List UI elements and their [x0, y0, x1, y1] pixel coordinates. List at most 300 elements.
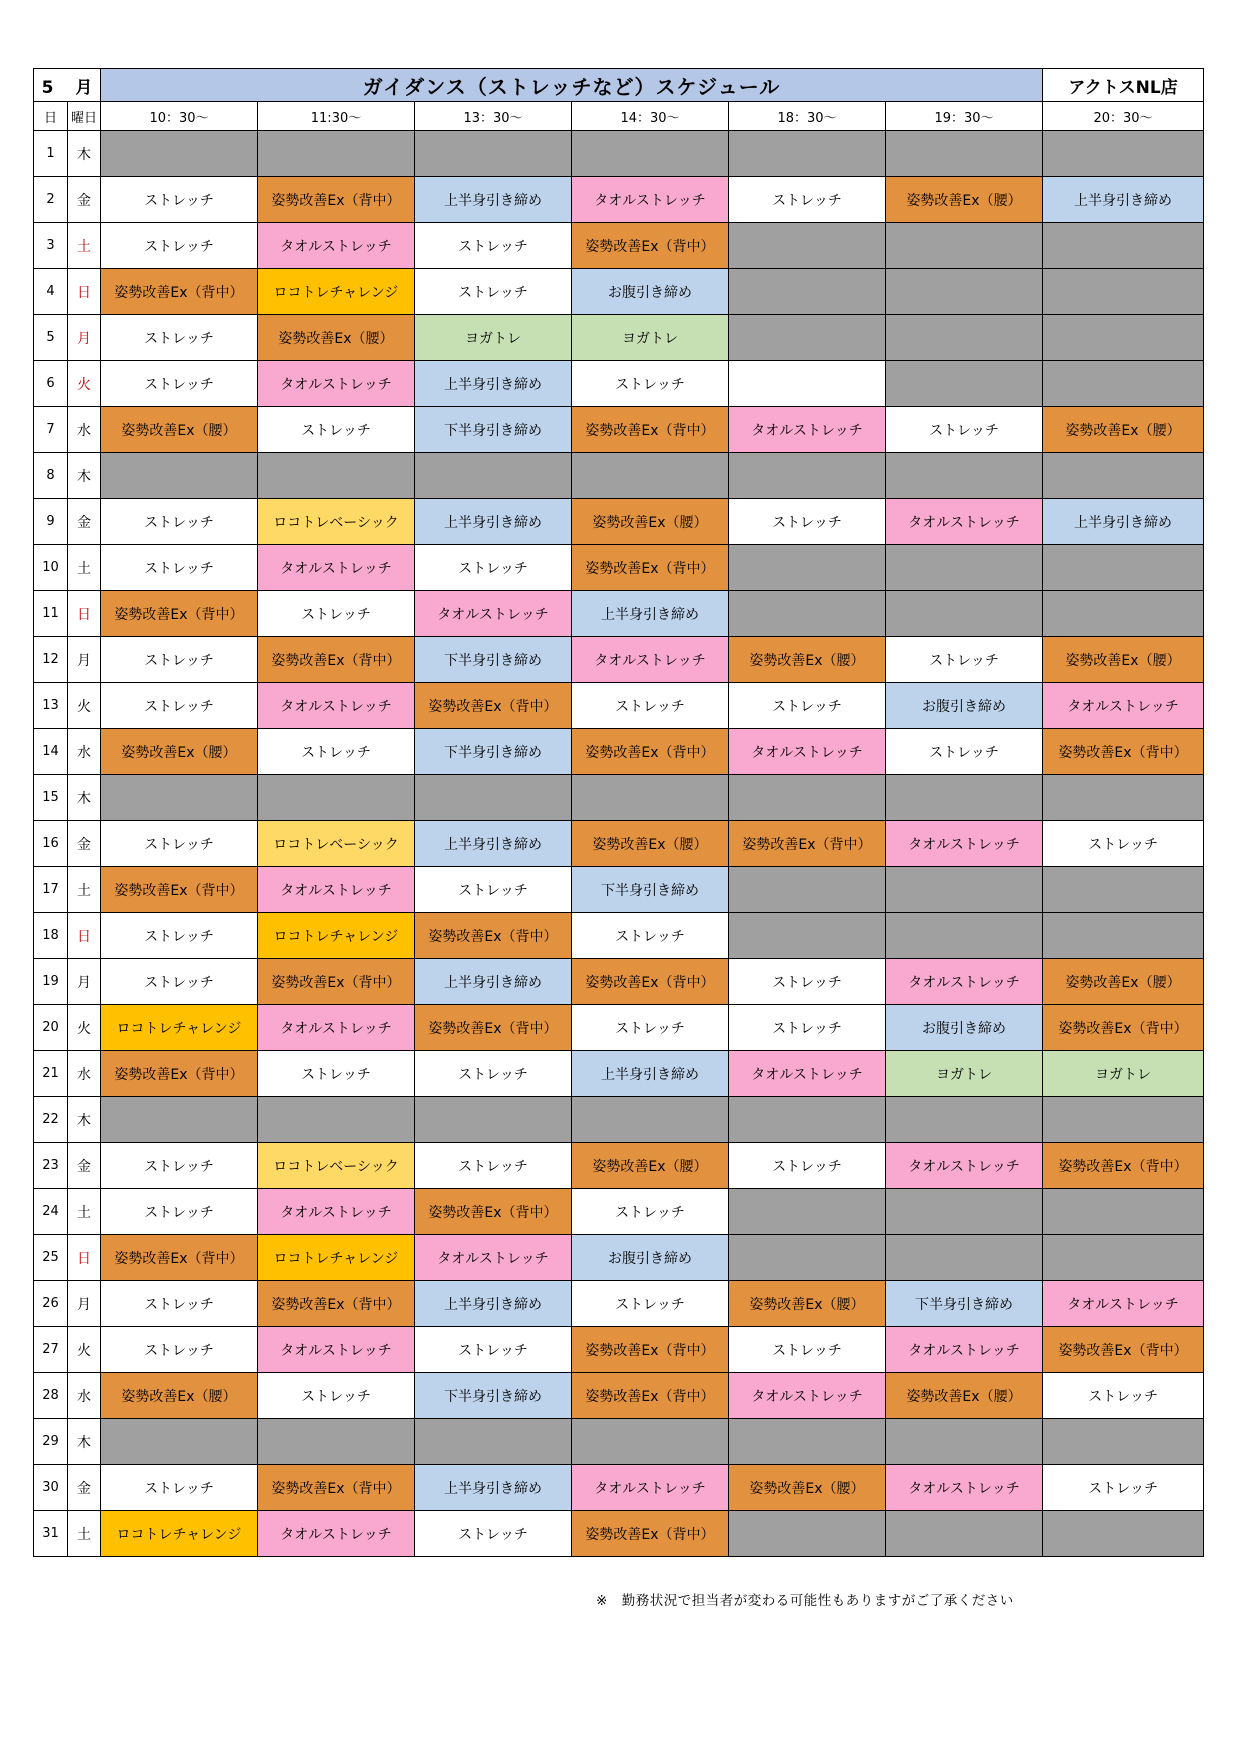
day-number: 7 — [34, 407, 68, 453]
class-slot: 姿勢改善Ex（腰） — [1043, 959, 1204, 1005]
class-slot: ロコトレチャレンジ — [258, 269, 415, 315]
weekday: 金 — [68, 1143, 101, 1189]
weekday: 月 — [68, 315, 101, 361]
day-number: 22 — [34, 1097, 68, 1143]
closed-slot — [886, 1097, 1043, 1143]
closed-slot — [258, 453, 415, 499]
class-slot: 姿勢改善Ex（腰） — [1043, 637, 1204, 683]
class-slot: ロコトレベーシック — [258, 1143, 415, 1189]
day-number: 18 — [34, 913, 68, 959]
class-slot: タオルストレッチ — [572, 1465, 729, 1511]
closed-slot — [886, 591, 1043, 637]
closed-slot — [729, 1419, 886, 1465]
class-slot: ストレッチ — [729, 1143, 886, 1189]
class-slot: 上半身引き締め — [415, 499, 572, 545]
class-slot: 上半身引き締め — [415, 1281, 572, 1327]
time-header: 10：30～ — [101, 102, 258, 131]
class-slot: タオルストレッチ — [258, 683, 415, 729]
class-slot: 姿勢改善Ex（背中） — [415, 1189, 572, 1235]
closed-slot — [1043, 913, 1204, 959]
table-row — [34, 1189, 1204, 1235]
class-slot: タオルストレッチ — [886, 1143, 1043, 1189]
empty-slot — [729, 361, 886, 407]
class-slot: 姿勢改善Ex（背中） — [258, 637, 415, 683]
class-slot: 姿勢改善Ex（腰） — [101, 1373, 258, 1419]
class-slot: ストレッチ — [101, 637, 258, 683]
closed-slot — [1043, 223, 1204, 269]
month-label: 月 — [75, 77, 93, 98]
class-slot: 上半身引き締め — [415, 177, 572, 223]
class-slot: 姿勢改善Ex（腰） — [572, 1143, 729, 1189]
class-slot: ストレッチ — [101, 315, 258, 361]
class-slot: ヨガトレ — [1043, 1051, 1204, 1097]
weekday: 火 — [68, 683, 101, 729]
table-row — [34, 1465, 1204, 1511]
day-number: 28 — [34, 1373, 68, 1419]
table-row — [34, 1373, 1204, 1419]
class-slot: タオルストレッチ — [258, 1189, 415, 1235]
closed-slot — [886, 223, 1043, 269]
schedule-title: ガイダンス（ストレッチなど）スケジュール — [101, 69, 1043, 102]
table-row — [34, 131, 1204, 177]
closed-slot — [1043, 315, 1204, 361]
class-slot: ストレッチ — [886, 729, 1043, 775]
closed-slot — [886, 775, 1043, 821]
table-row — [34, 1281, 1204, 1327]
table-row — [34, 499, 1204, 545]
class-slot: タオルストレッチ — [886, 499, 1043, 545]
day-number: 3 — [34, 223, 68, 269]
weekday: 水 — [68, 407, 101, 453]
class-slot: 姿勢改善Ex（腰） — [886, 1373, 1043, 1419]
closed-slot — [415, 453, 572, 499]
class-slot: ストレッチ — [886, 407, 1043, 453]
class-slot: ストレッチ — [729, 177, 886, 223]
table-row — [34, 1097, 1204, 1143]
closed-slot — [886, 315, 1043, 361]
day-number: 10 — [34, 545, 68, 591]
class-slot: ストレッチ — [729, 959, 886, 1005]
class-slot: タオルストレッチ — [729, 1373, 886, 1419]
table-row — [34, 729, 1204, 775]
closed-slot — [729, 269, 886, 315]
day-number: 11 — [34, 591, 68, 637]
class-slot: お腹引き締め — [572, 269, 729, 315]
class-slot: ストレッチ — [101, 821, 258, 867]
weekday: 日 — [68, 269, 101, 315]
table-row — [34, 453, 1204, 499]
table-row — [34, 223, 1204, 269]
class-slot: ストレッチ — [415, 1051, 572, 1097]
class-slot: ストレッチ — [415, 1143, 572, 1189]
time-header: 11:30～ — [258, 102, 415, 131]
class-slot: 姿勢改善Ex（背中） — [1043, 1327, 1204, 1373]
class-slot: ストレッチ — [101, 959, 258, 1005]
class-slot: 姿勢改善Ex（背中） — [572, 545, 729, 591]
weekday: 日 — [68, 591, 101, 637]
table-row — [34, 1143, 1204, 1189]
closed-slot — [886, 545, 1043, 591]
day-number: 12 — [34, 637, 68, 683]
class-slot: 姿勢改善Ex（腰） — [101, 407, 258, 453]
class-slot: ストレッチ — [415, 269, 572, 315]
class-slot: ストレッチ — [415, 1511, 572, 1557]
table-row — [34, 407, 1204, 453]
closed-slot — [886, 131, 1043, 177]
closed-slot — [1043, 269, 1204, 315]
class-slot: 姿勢改善Ex（背中） — [572, 959, 729, 1005]
class-slot: ストレッチ — [101, 1281, 258, 1327]
closed-slot — [729, 775, 886, 821]
day-number: 30 — [34, 1465, 68, 1511]
class-slot: ロコトレチャレンジ — [101, 1511, 258, 1557]
closed-slot — [729, 453, 886, 499]
class-slot: ストレッチ — [101, 545, 258, 591]
closed-slot — [101, 453, 258, 499]
class-slot: ロコトレチャレンジ — [258, 913, 415, 959]
class-slot: 姿勢改善Ex（背中） — [101, 591, 258, 637]
weekday: 木 — [68, 453, 101, 499]
weekday: 木 — [68, 1419, 101, 1465]
class-slot: タオルストレッチ — [415, 591, 572, 637]
class-slot: ストレッチ — [101, 361, 258, 407]
closed-slot — [1043, 1189, 1204, 1235]
class-slot: ヨガトレ — [886, 1051, 1043, 1097]
closed-slot — [729, 1511, 886, 1557]
class-slot: ストレッチ — [1043, 1373, 1204, 1419]
class-slot: 上半身引き締め — [415, 1465, 572, 1511]
weekday: 木 — [68, 1097, 101, 1143]
closed-slot — [572, 453, 729, 499]
closed-slot — [101, 1097, 258, 1143]
class-slot: ストレッチ — [572, 1189, 729, 1235]
closed-slot — [729, 913, 886, 959]
class-slot: ストレッチ — [1043, 821, 1204, 867]
table-row — [34, 1327, 1204, 1373]
class-slot: ストレッチ — [415, 223, 572, 269]
class-slot: タオルストレッチ — [572, 177, 729, 223]
class-slot: 姿勢改善Ex（背中） — [258, 1281, 415, 1327]
class-slot: ストレッチ — [101, 1327, 258, 1373]
class-slot: 姿勢改善Ex（腰） — [1043, 407, 1204, 453]
day-number: 19 — [34, 959, 68, 1005]
class-slot: タオルストレッチ — [886, 1327, 1043, 1373]
class-slot: 上半身引き締め — [415, 361, 572, 407]
class-slot: 姿勢改善Ex（背中） — [101, 867, 258, 913]
class-slot: タオルストレッチ — [258, 545, 415, 591]
class-slot: ストレッチ — [101, 499, 258, 545]
class-slot: 下半身引き締め — [415, 1373, 572, 1419]
class-slot: タオルストレッチ — [1043, 683, 1204, 729]
weekday: 日 — [68, 913, 101, 959]
table-row — [34, 775, 1204, 821]
class-slot: ストレッチ — [258, 407, 415, 453]
class-slot: 姿勢改善Ex（腰） — [729, 1465, 886, 1511]
class-slot: タオルストレッチ — [1043, 1281, 1204, 1327]
closed-slot — [1043, 1235, 1204, 1281]
closed-slot — [1043, 1097, 1204, 1143]
class-slot: ストレッチ — [101, 913, 258, 959]
schedule-sheet — [33, 68, 1203, 1557]
class-slot: タオルストレッチ — [415, 1235, 572, 1281]
table-row — [34, 545, 1204, 591]
closed-slot — [1043, 867, 1204, 913]
class-slot: 下半身引き締め — [886, 1281, 1043, 1327]
class-slot: ストレッチ — [415, 1327, 572, 1373]
class-slot: 上半身引き締め — [572, 1051, 729, 1097]
closed-slot — [729, 131, 886, 177]
class-slot: ストレッチ — [572, 913, 729, 959]
class-slot: 姿勢改善Ex（背中） — [572, 1511, 729, 1557]
closed-slot — [258, 131, 415, 177]
closed-slot — [1043, 453, 1204, 499]
class-slot: 姿勢改善Ex（背中） — [572, 729, 729, 775]
class-slot: ストレッチ — [101, 223, 258, 269]
class-slot: 姿勢改善Ex（腰） — [258, 315, 415, 361]
class-slot: 姿勢改善Ex（背中） — [258, 959, 415, 1005]
table-row — [34, 683, 1204, 729]
closed-slot — [1043, 361, 1204, 407]
day-number: 17 — [34, 867, 68, 913]
day-number: 29 — [34, 1419, 68, 1465]
closed-slot — [886, 1511, 1043, 1557]
weekday: 月 — [68, 1281, 101, 1327]
class-slot: 姿勢改善Ex（腰） — [572, 821, 729, 867]
class-slot: ストレッチ — [101, 683, 258, 729]
closed-slot — [572, 1097, 729, 1143]
closed-slot — [729, 315, 886, 361]
class-slot: ストレッチ — [258, 1373, 415, 1419]
class-slot: タオルストレッチ — [258, 1327, 415, 1373]
time-header: 19：30～ — [886, 102, 1043, 131]
class-slot: 上半身引き締め — [572, 591, 729, 637]
class-slot: ストレッチ — [101, 177, 258, 223]
column-header-row — [34, 102, 1204, 131]
class-slot: ロコトレチャレンジ — [258, 1235, 415, 1281]
weekday: 水 — [68, 1051, 101, 1097]
class-slot: ストレッチ — [101, 1189, 258, 1235]
closed-slot — [729, 1189, 886, 1235]
weekday: 日 — [68, 1235, 101, 1281]
class-slot: ストレッチ — [729, 1327, 886, 1373]
closed-slot — [415, 775, 572, 821]
class-slot: ストレッチ — [415, 545, 572, 591]
closed-slot — [729, 867, 886, 913]
schedule-table — [33, 68, 1204, 1557]
closed-slot — [886, 1419, 1043, 1465]
closed-slot — [258, 775, 415, 821]
class-slot: ストレッチ — [258, 591, 415, 637]
day-column-header: 日 — [34, 102, 68, 131]
time-header: 20：30～ — [1043, 102, 1204, 131]
class-slot: 姿勢改善Ex（背中） — [572, 223, 729, 269]
table-row — [34, 269, 1204, 315]
class-slot: ストレッチ — [258, 1051, 415, 1097]
weekday: 金 — [68, 177, 101, 223]
day-number: 13 — [34, 683, 68, 729]
class-slot: ストレッチ — [572, 1281, 729, 1327]
weekday: 木 — [68, 775, 101, 821]
class-slot: ストレッチ — [729, 499, 886, 545]
class-slot: 姿勢改善Ex（背中） — [101, 269, 258, 315]
closed-slot — [1043, 1419, 1204, 1465]
class-slot: ストレッチ — [886, 637, 1043, 683]
class-slot: ロコトレベーシック — [258, 499, 415, 545]
class-slot: 姿勢改善Ex（背中） — [572, 407, 729, 453]
closed-slot — [415, 1419, 572, 1465]
month-cell — [34, 69, 101, 102]
class-slot: 姿勢改善Ex（腰） — [729, 637, 886, 683]
table-row — [34, 913, 1204, 959]
class-slot: ヨガトレ — [415, 315, 572, 361]
weekday: 火 — [68, 1005, 101, 1051]
class-slot: タオルストレッチ — [258, 1511, 415, 1557]
table-row — [34, 315, 1204, 361]
class-slot: 姿勢改善Ex（背中） — [1043, 1005, 1204, 1051]
class-slot: ストレッチ — [415, 867, 572, 913]
closed-slot — [886, 453, 1043, 499]
class-slot: お腹引き締め — [886, 683, 1043, 729]
class-slot: 姿勢改善Ex（腰） — [101, 729, 258, 775]
time-header: 14：30～ — [572, 102, 729, 131]
closed-slot — [415, 1097, 572, 1143]
closed-slot — [729, 1235, 886, 1281]
class-slot: 上半身引き締め — [415, 821, 572, 867]
weekday: 土 — [68, 545, 101, 591]
class-slot: タオルストレッチ — [572, 637, 729, 683]
class-slot: ロコトレベーシック — [258, 821, 415, 867]
class-slot: ストレッチ — [572, 683, 729, 729]
class-slot: ストレッチ — [101, 1465, 258, 1511]
class-slot: 姿勢改善Ex（背中） — [258, 1465, 415, 1511]
day-number: 24 — [34, 1189, 68, 1235]
weekday: 月 — [68, 637, 101, 683]
month-number: 5 — [41, 77, 54, 98]
class-slot: ストレッチ — [101, 1143, 258, 1189]
closed-slot — [886, 361, 1043, 407]
class-slot: 姿勢改善Ex（背中） — [729, 821, 886, 867]
day-number: 21 — [34, 1051, 68, 1097]
weekday: 金 — [68, 499, 101, 545]
day-number: 15 — [34, 775, 68, 821]
store-name: アクトスNL店 — [1043, 69, 1204, 102]
closed-slot — [1043, 131, 1204, 177]
closed-slot — [729, 545, 886, 591]
table-row — [34, 1419, 1204, 1465]
class-slot: 上半身引き締め — [1043, 177, 1204, 223]
day-number: 23 — [34, 1143, 68, 1189]
day-number: 31 — [34, 1511, 68, 1557]
table-row — [34, 1051, 1204, 1097]
class-slot: 姿勢改善Ex（背中） — [415, 1005, 572, 1051]
weekday: 木 — [68, 131, 101, 177]
class-slot: 姿勢改善Ex（背中） — [415, 913, 572, 959]
class-slot: ロコトレチャレンジ — [101, 1005, 258, 1051]
class-slot: 姿勢改善Ex（腰） — [572, 499, 729, 545]
closed-slot — [572, 1419, 729, 1465]
weekday: 金 — [68, 821, 101, 867]
class-slot: 姿勢改善Ex（腰） — [886, 177, 1043, 223]
class-slot: タオルストレッチ — [258, 361, 415, 407]
weekday: 土 — [68, 1511, 101, 1557]
time-header: 13：30～ — [415, 102, 572, 131]
class-slot: 姿勢改善Ex（背中） — [572, 1373, 729, 1419]
class-slot: 姿勢改善Ex（背中） — [415, 683, 572, 729]
day-number: 16 — [34, 821, 68, 867]
class-slot: 下半身引き締め — [415, 637, 572, 683]
class-slot: ストレッチ — [729, 683, 886, 729]
day-number: 20 — [34, 1005, 68, 1051]
class-slot: 上半身引き締め — [1043, 499, 1204, 545]
weekday: 火 — [68, 1327, 101, 1373]
table-row — [34, 1235, 1204, 1281]
class-slot: ストレッチ — [729, 1005, 886, 1051]
closed-slot — [886, 269, 1043, 315]
closed-slot — [258, 1419, 415, 1465]
weekday: 金 — [68, 1465, 101, 1511]
closed-slot — [886, 1189, 1043, 1235]
day-number: 1 — [34, 131, 68, 177]
class-slot: ヨガトレ — [572, 315, 729, 361]
class-slot: タオルストレッチ — [258, 1005, 415, 1051]
day-number: 25 — [34, 1235, 68, 1281]
day-number: 27 — [34, 1327, 68, 1373]
day-number: 14 — [34, 729, 68, 775]
weekday: 火 — [68, 361, 101, 407]
table-row — [34, 361, 1204, 407]
weekday: 月 — [68, 959, 101, 1005]
closed-slot — [886, 867, 1043, 913]
closed-slot — [572, 131, 729, 177]
closed-slot — [101, 775, 258, 821]
time-header: 18：30～ — [729, 102, 886, 131]
table-row — [34, 177, 1204, 223]
class-slot: タオルストレッチ — [729, 1051, 886, 1097]
closed-slot — [729, 1097, 886, 1143]
day-number: 26 — [34, 1281, 68, 1327]
class-slot: お腹引き締め — [572, 1235, 729, 1281]
class-slot: タオルストレッチ — [886, 821, 1043, 867]
footnote: ※ 勤務状況で担当者が変わる可能性もありますがご了承ください — [596, 1593, 1014, 1609]
weekday: 水 — [68, 1373, 101, 1419]
weekday: 土 — [68, 223, 101, 269]
class-slot: タオルストレッチ — [886, 959, 1043, 1005]
closed-slot — [101, 1419, 258, 1465]
class-slot: 姿勢改善Ex（腰） — [729, 1281, 886, 1327]
class-slot: ストレッチ — [572, 1005, 729, 1051]
weekday: 土 — [68, 867, 101, 913]
closed-slot — [729, 591, 886, 637]
table-row — [34, 821, 1204, 867]
title-row — [34, 69, 1204, 102]
closed-slot — [1043, 591, 1204, 637]
class-slot: ストレッチ — [572, 361, 729, 407]
day-number: 9 — [34, 499, 68, 545]
class-slot: 姿勢改善Ex（背中） — [258, 177, 415, 223]
class-slot: お腹引き締め — [886, 1005, 1043, 1051]
class-slot: ストレッチ — [258, 729, 415, 775]
table-row — [34, 591, 1204, 637]
day-number: 8 — [34, 453, 68, 499]
table-row — [34, 959, 1204, 1005]
table-row — [34, 1511, 1204, 1557]
class-slot: 姿勢改善Ex（背中） — [101, 1051, 258, 1097]
closed-slot — [1043, 1511, 1204, 1557]
day-number: 2 — [34, 177, 68, 223]
closed-slot — [258, 1097, 415, 1143]
class-slot: 姿勢改善Ex（背中） — [572, 1327, 729, 1373]
class-slot: 姿勢改善Ex（背中） — [101, 1235, 258, 1281]
